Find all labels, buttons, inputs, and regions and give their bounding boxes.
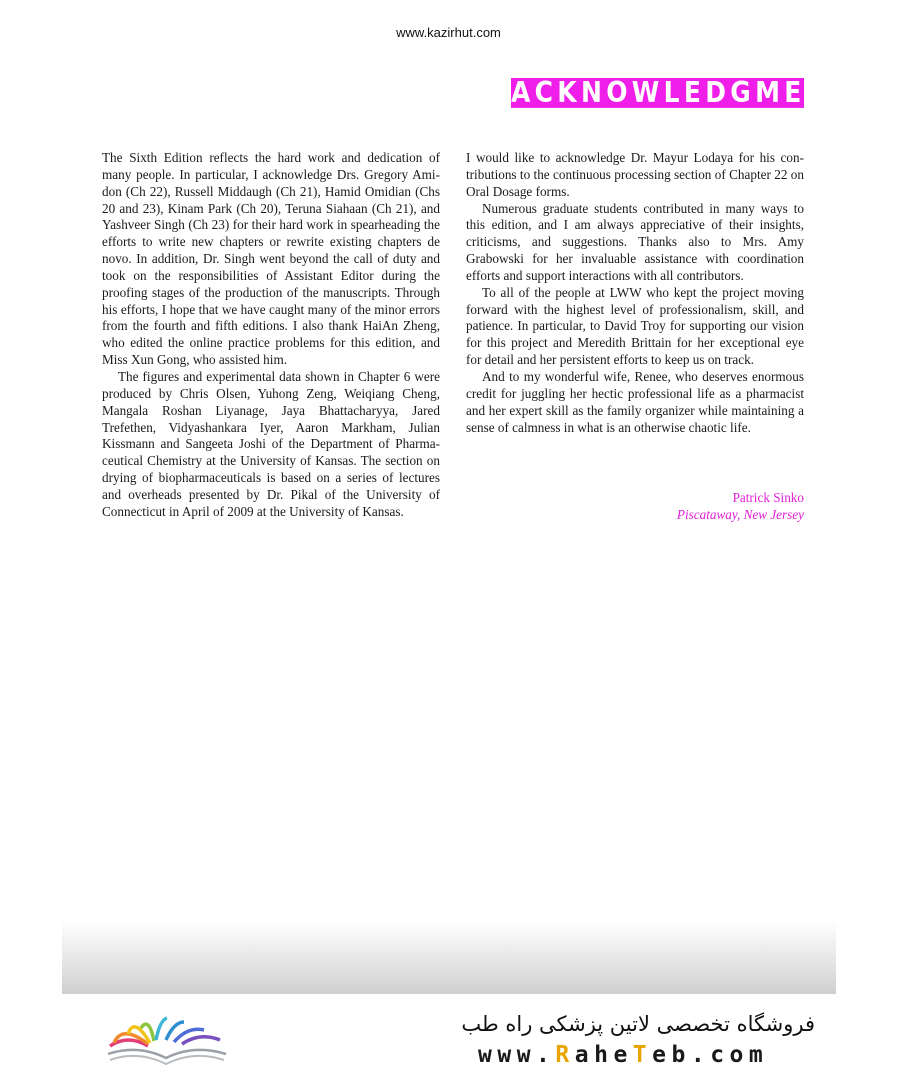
signature — [560, 489, 804, 523]
open-book-icon — [104, 1010, 230, 1074]
footer-banner — [0, 994, 897, 1080]
page-title: ACKNOWLEDGMENTS — [511, 75, 875, 110]
author-name: Patrick Sinko — [732, 490, 804, 505]
site-url: www.kazirhut.com — [396, 25, 501, 40]
author-location: Piscataway, New Jersey — [676, 507, 804, 522]
paragraph: The figures and experimental data shown in Chapter 6 were produced by Chris Olsen, Yuhong Zeng, Weiqiang Cheng, Mangala Roshan Liyanage, Jaya Bhattacharyya, Jared Trefethen, Vidyashankara Iyer, Aaron Markham, Julian Kissmann and Sangeeta Joshi of the Department of Pharmaceutical Chemistry at the University of Kansas. The section on drying of biopharmaceuticals is based on a series of lectures and overheads presented by Dr. Pikal of the University of Connecticut in April of 2009 at the University of Kansas. — [102, 368, 440, 519]
paragraph: The Sixth Edition reflects the hard work and dedication of many people. In particular, I acknowledge Drs. Gregory Amidon (Ch 22), Russell Middaugh (Ch 21), Hamid Omidian (Chs 20 and 23), Kinam Park (Ch 20), Teruna Siahaan (Ch 21), and Yashveer Singh (Ch 23) for their hard work in spearheading the efforts to write new chapters or rewrite existing chapters de novo. In addition, Dr. Singh went beyond the call of duty and took on the responsibilities of Assistant Editor during the proofing stages of the production of the manuscripts. Through his efforts, I hope that we have caught many of the minor errors from the fourth and fifth editions. I also thank HaiAn Zheng, who edited the online practice problems for this edition, and Miss Xun Gong, who assisted him. — [102, 150, 440, 368]
paragraph: To all of the people at LWW who kept the project moving forward with the highest level of professionalism, skill, and patience. In particular, to David Troy for supporting our vision for this project and Meredith Brittain for her exceptional eye for detail and her persistent efforts to keep us on track. — [466, 284, 804, 368]
paragraph: And to my wonderful wife, Renee, who deserves enormous credit for juggling her hectic professional life as a pharmacist and her expert skill as the family organizer while maintaining a sense of calmness in what is an otherwise chaotic life. — [466, 368, 804, 435]
left-column — [102, 150, 440, 521]
right-column — [466, 150, 804, 436]
paragraph: I would like to acknowledge Dr. Mayur Lodaya for his contributions to the continuous processing section of Chapter 22 on Oral Dosage forms. — [466, 150, 804, 199]
store-url: www.RaheTeb.com — [478, 1042, 769, 1068]
page-bottom-shadow — [62, 920, 836, 994]
paragraph: Numerous graduate students contributed in many ways to this edition, and I am always appreciative of their insights, criticisms, and suggestions. Thanks also to Mrs. Amy Grabowski for her invaluable assistance with coordination efforts and support interactions with all contributors. — [466, 200, 804, 283]
store-name: فروشگاه تخصصی لاتین پزشکی راه طب — [461, 1012, 815, 1036]
